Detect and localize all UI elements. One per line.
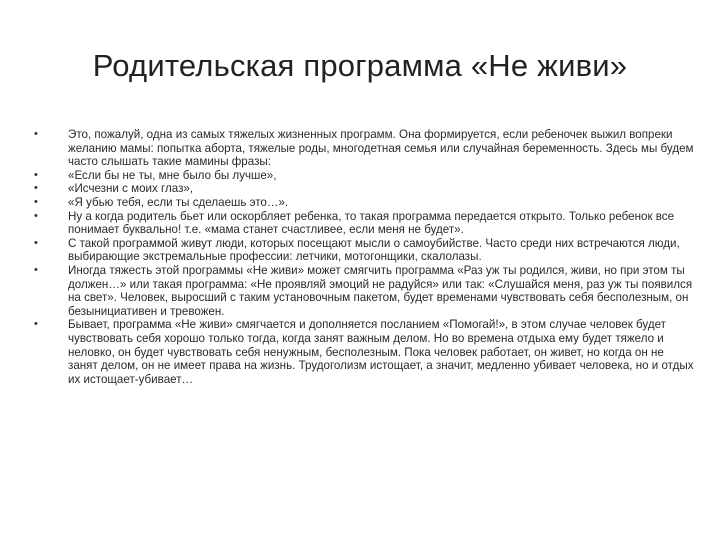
bullet-icon: •	[34, 168, 38, 181]
bullet-icon: •	[34, 209, 38, 222]
list-item-text: С такой программой живут люди, которых посещают мысли о самоубийстве. Часто среди них встречаются люди, выбирающие экстремальные профессии: летчики, мотогонщики, скалолазы.	[68, 236, 680, 264]
list-item	[34, 169, 694, 183]
list-item	[34, 318, 694, 386]
bullet-list	[34, 128, 694, 386]
list-item-text: «Я убью тебя, если ты сделаешь это…».	[68, 195, 289, 209]
bullet-icon: •	[34, 182, 38, 195]
list-item	[34, 237, 694, 264]
list-item-text: Ну а когда родитель бьет или оскорбляет ребенка, то такая программа передается открыто. Только ребенок все понимает буквально! т.е. «мама станет счастливее, если меня не будет».	[68, 209, 675, 237]
bullet-icon: •	[34, 263, 38, 276]
bullet-icon: •	[34, 195, 38, 208]
list-item-text: Иногда тяжесть этой программы «Не живи» может смягчить программа «Раз уж ты родился, живи, но при этом ты должен…» или такая программа: «Не проявляй эмоций не радуйся» или так: «Слушайся меня, раз уж ты появился на свет». Человек, выросший с таким установочным пакетом, будет временами чувствовать себя бесполезным, он безынициативен и тревожен.	[68, 263, 693, 318]
list-item	[34, 210, 694, 237]
list-item-text: Бывает, программа «Не живи» смягчается и дополняется посланием «Помогай!», в этом случае человек будет чувствовать себя хорошо только тогда, когда занят важным делом. Но во времена отдыха ему будет тяжело и неловко, он будет чувствовать себя ненужным, бесполезным. Пока человек работает, он живет, но когда он не занят делом, он не имеет права на жизнь. Трудоголизм истощает, а значит, медленно убивает человека, но и отдых их истощает-убивает…	[68, 318, 694, 386]
bullet-icon: •	[34, 236, 38, 249]
list-item	[34, 128, 694, 169]
list-item	[34, 182, 694, 196]
list-item-text: «Исчезни с моих глаз»,	[68, 182, 194, 196]
list-item	[34, 196, 694, 210]
list-item-text: Это, пожалуй, одна из самых тяжелых жизненных программ. Она формируется, если ребеночек выжил вопреки желанию мамы: попытка аборта, тяжелые роды, многодетная семья или случайная беременность. Здесь мы будем часто слышать такие мамины фразы:	[68, 128, 694, 169]
list-item-text: «Если бы не ты, мне было бы лучше»,	[68, 168, 277, 182]
list-item	[34, 264, 694, 318]
bullet-icon: •	[34, 318, 38, 331]
slide-title: Родительская программа «Не живи»	[92, 48, 628, 83]
bullet-icon: •	[34, 128, 38, 140]
